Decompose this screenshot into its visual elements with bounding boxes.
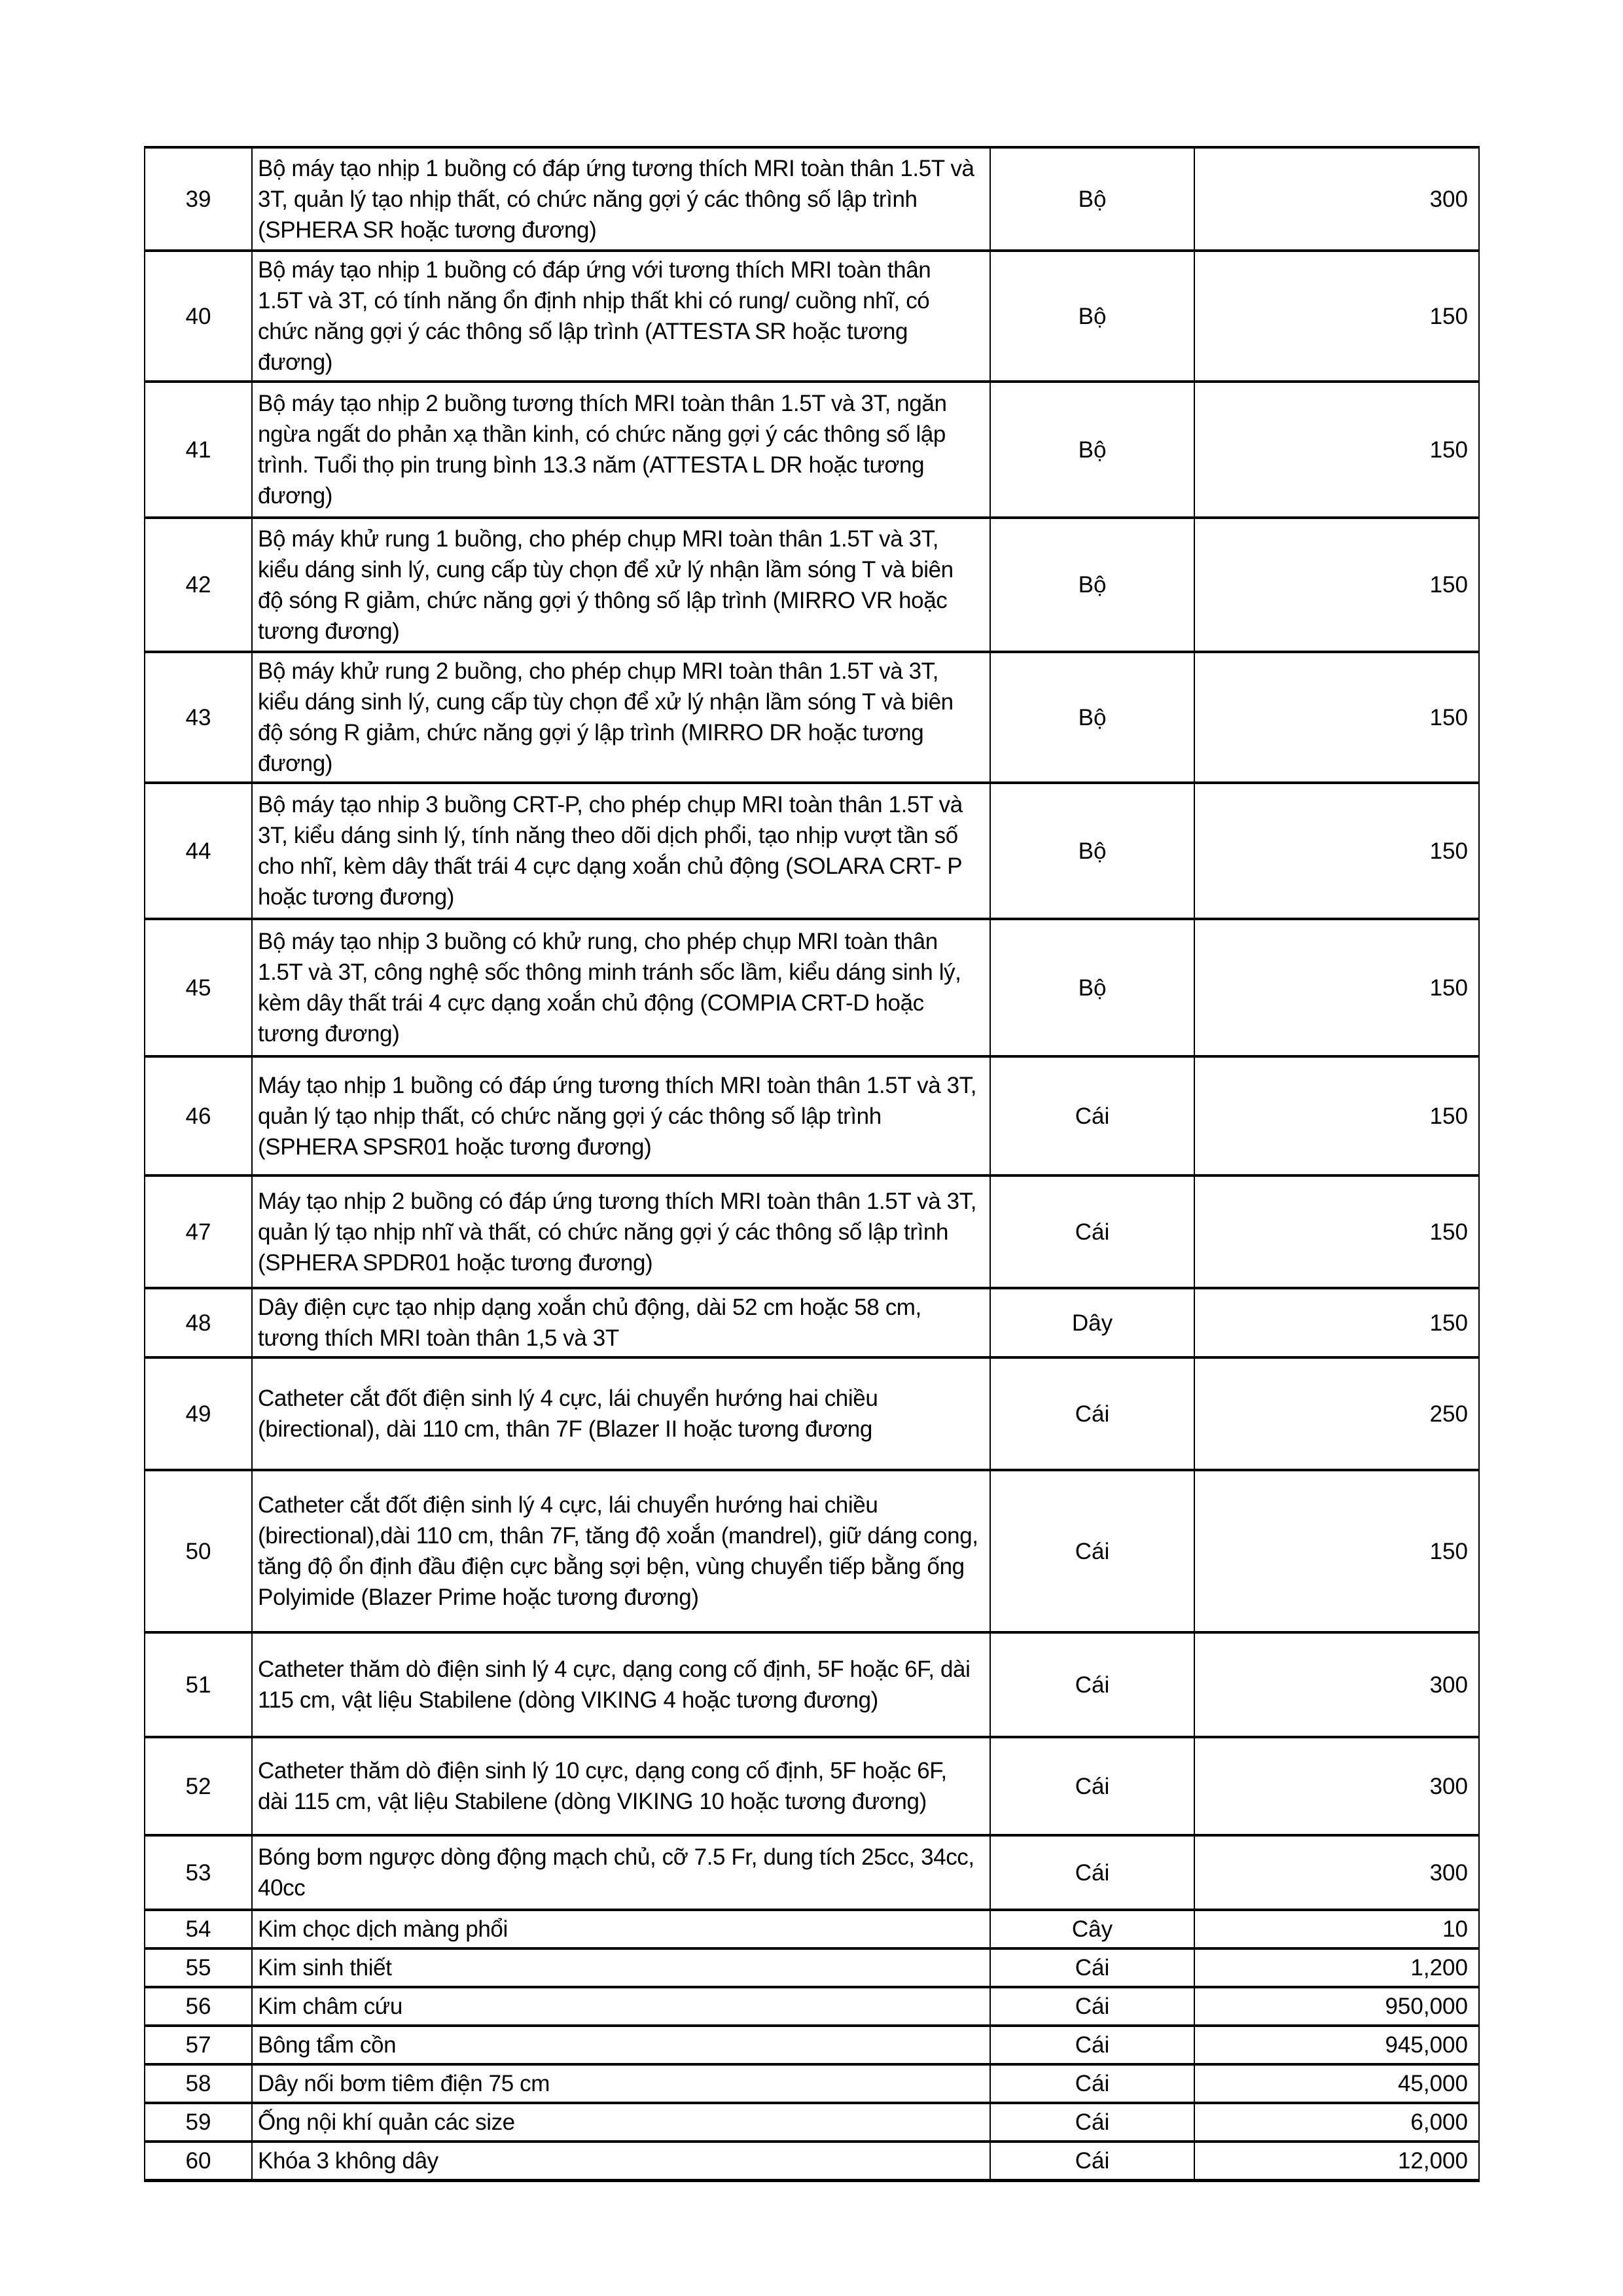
unit-cell: Bộ [990, 147, 1194, 251]
row-number: 53 [145, 1835, 252, 1910]
item-description: Máy tạo nhịp 2 buồng có đáp ứng tương thích MRI toàn thân 1.5T và 3T, quản lý tạo nhịp nhĩ và thất, có chức năng gợi ý các thông số lập trình (SPHERA SPDR01 hoặc tương đương) [252, 1175, 990, 1288]
table-row [145, 147, 1479, 251]
item-description: Bộ máy tạo nhịp 1 buồng có đáp ứng với tương thích MRI toàn thân 1.5T và 3T, có tính năng ổn định nhịp thất khi có rung/ cuồng nhĩ, có chức năng gợi ý các thông số lập trình (ATTESTA SR hoặc tương đương) [252, 251, 990, 382]
table-row [145, 2064, 1479, 2103]
quantity-cell: 300 [1194, 1632, 1479, 1737]
unit-cell: Bộ [990, 382, 1194, 518]
unit-cell: Bộ [990, 518, 1194, 652]
unit-cell: Cái [990, 2103, 1194, 2142]
item-description: Bộ máy khử rung 2 buồng, cho phép chụp MRI toàn thân 1.5T và 3T, kiểu dáng sinh lý, cung cấp tùy chọn để xử lý nhận lầm sóng T và biên độ sóng R giảm, chức năng gợi ý lập trình (MIRRO DR hoặc tương đương) [252, 652, 990, 783]
row-number: 52 [145, 1737, 252, 1835]
row-number: 40 [145, 251, 252, 382]
quantity-cell: 300 [1194, 1737, 1479, 1835]
table-row [145, 382, 1479, 518]
quantity-cell: 150 [1194, 783, 1479, 919]
row-number: 59 [145, 2103, 252, 2142]
table-row [145, 1175, 1479, 1288]
row-number: 58 [145, 2064, 252, 2103]
table-row [145, 2142, 1479, 2181]
quantity-cell: 950,000 [1194, 1987, 1479, 2026]
row-number: 45 [145, 919, 252, 1056]
unit-cell: Cái [990, 1948, 1194, 1987]
row-number: 55 [145, 1948, 252, 1987]
table-row [145, 1987, 1479, 2026]
item-description: Dây điện cực tạo nhịp dạng xoắn chủ động, dài 52 cm hoặc 58 cm, tương thích MRI toàn thân 1,5 và 3T [252, 1288, 990, 1357]
table-row [145, 251, 1479, 382]
row-number: 49 [145, 1357, 252, 1470]
table-row [145, 1910, 1479, 1948]
quantity-cell: 6,000 [1194, 2103, 1479, 2142]
table-row [145, 1835, 1479, 1910]
item-description: Kim chọc dịch màng phổi [252, 1910, 990, 1948]
quantity-cell: 150 [1194, 919, 1479, 1056]
unit-cell: Cái [990, 2026, 1194, 2064]
row-number: 44 [145, 783, 252, 919]
item-description: Bộ máy tạo nhịp 3 buồng có khử rung, cho phép chụp MRI toàn thân 1.5T và 3T, công nghệ sốc thông minh tránh sốc lầm, kiểu dáng sinh lý, kèm dây thất trái 4 cực dạng xoắn chủ động (COMPIA CRT-D hoặc tương đương) [252, 919, 990, 1056]
quantity-cell: 1,200 [1194, 1948, 1479, 1987]
unit-cell: Cái [990, 1737, 1194, 1835]
row-number: 57 [145, 2026, 252, 2064]
unit-cell: Bộ [990, 652, 1194, 783]
item-description: Dây nối bơm tiêm điện 75 cm [252, 2064, 990, 2103]
row-number: 43 [145, 652, 252, 783]
row-number: 39 [145, 147, 252, 251]
item-description: Bóng bơm ngược dòng động mạch chủ, cỡ 7.5 Fr, dung tích 25cc, 34cc, 40cc [252, 1835, 990, 1910]
row-number: 51 [145, 1632, 252, 1737]
quantity-cell: 300 [1194, 147, 1479, 251]
quantity-cell: 150 [1194, 652, 1479, 783]
unit-cell: Cái [990, 1632, 1194, 1737]
unit-cell: Bộ [990, 783, 1194, 919]
row-number: 50 [145, 1470, 252, 1632]
quantity-cell: 150 [1194, 1056, 1479, 1175]
table-row [145, 518, 1479, 652]
item-description: Catheter cắt đốt điện sinh lý 4 cực, lái chuyển hướng hai chiều (birectional),dài 110 cm, thân 7F, tăng độ xoắn (mandrel), giữ dáng cong, tăng độ ổn định đầu điện cực bằng sợi bện, vùng chuyển tiếp bằng ống Polyimide (Blazer Prime hoặc tương đương) [252, 1470, 990, 1632]
row-number: 56 [145, 1987, 252, 2026]
quantity-cell: 250 [1194, 1357, 1479, 1470]
unit-cell: Cây [990, 1910, 1194, 1948]
unit-cell: Cái [990, 1175, 1194, 1288]
item-description: Bông tẩm cồn [252, 2026, 990, 2064]
unit-cell: Cái [990, 2064, 1194, 2103]
item-description: Catheter cắt đốt điện sinh lý 4 cực, lái chuyển hướng hai chiều (birectional), dài 110 cm, thân 7F (Blazer II hoặc tương đương [252, 1357, 990, 1470]
table-row [145, 1632, 1479, 1737]
row-number: 46 [145, 1056, 252, 1175]
item-description: Máy tạo nhịp 1 buồng có đáp ứng tương thích MRI toàn thân 1.5T và 3T, quản lý tạo nhịp thất, có chức năng gợi ý các thông số lập trình (SPHERA SPSR01 hoặc tương đương) [252, 1056, 990, 1175]
table-row [145, 2026, 1479, 2064]
row-number: 48 [145, 1288, 252, 1357]
quantity-cell: 300 [1194, 1835, 1479, 1910]
item-description: Bộ máy khử rung 1 buồng, cho phép chụp MRI toàn thân 1.5T và 3T, kiểu dáng sinh lý, cung cấp tùy chọn để xử lý nhận lầm sóng T và biên độ sóng R giảm, chức năng gợi ý thông số lập trình (MIRRO VR hoặc tương đương) [252, 518, 990, 652]
quantity-cell: 150 [1194, 1470, 1479, 1632]
item-description: Bộ máy tạo nhip 3 buồng CRT-P, cho phép chụp MRI toàn thân 1.5T và 3T, kiểu dáng sinh lý, tính năng theo dõi dịch phổi, tạo nhịp vượt tần số cho nhĩ, kèm dây thất trái 4 cực dạng xoắn chủ động (SOLARA CRT- P hoặc tương đương) [252, 783, 990, 919]
item-description: Bộ máy tạo nhịp 2 buồng tương thích MRI toàn thân 1.5T và 3T, ngăn ngừa ngất do phản xạ thần kinh, có chức năng gợi ý các thông số lập trình. Tuổi thọ pin trung bình 13.3 năm (ATTESTA L DR hoặc tương đương) [252, 382, 990, 518]
items-table [144, 146, 1480, 2182]
table-row [145, 1357, 1479, 1470]
unit-cell: Cái [990, 2142, 1194, 2181]
table-row [145, 1056, 1479, 1175]
quantity-cell: 12,000 [1194, 2142, 1479, 2181]
unit-cell: Bộ [990, 919, 1194, 1056]
row-number: 42 [145, 518, 252, 652]
unit-cell: Cái [990, 1357, 1194, 1470]
quantity-cell: 150 [1194, 1175, 1479, 1288]
item-description: Catheter thăm dò điện sinh lý 10 cực, dạng cong cố định, 5F hoặc 6F, dài 115 cm, vật liệu Stabilene (dòng VIKING 10 hoặc tương đương) [252, 1737, 990, 1835]
row-number: 54 [145, 1910, 252, 1948]
quantity-cell: 150 [1194, 1288, 1479, 1357]
row-number: 60 [145, 2142, 252, 2181]
unit-cell: Cái [990, 1835, 1194, 1910]
item-description: Kim sinh thiết [252, 1948, 990, 1987]
item-description: Bộ máy tạo nhịp 1 buồng có đáp ứng tương thích MRI toàn thân 1.5T và 3T, quản lý tạo nhịp thất, có chức năng gợi ý các thông số lập trình (SPHERA SR hoặc tương đương) [252, 147, 990, 251]
unit-cell: Cái [990, 1987, 1194, 2026]
quantity-cell: 150 [1194, 518, 1479, 652]
quantity-cell: 45,000 [1194, 2064, 1479, 2103]
quantity-cell: 945,000 [1194, 2026, 1479, 2064]
table-row [145, 1737, 1479, 1835]
table-row [145, 1470, 1479, 1632]
unit-cell: Bộ [990, 251, 1194, 382]
table-row [145, 919, 1479, 1056]
row-number: 47 [145, 1175, 252, 1288]
table-row [145, 2103, 1479, 2142]
item-description: Khóa 3 không dây [252, 2142, 990, 2181]
unit-cell: Cái [990, 1056, 1194, 1175]
table-row [145, 783, 1479, 919]
quantity-cell: 150 [1194, 251, 1479, 382]
unit-cell: Cái [990, 1470, 1194, 1632]
row-number: 41 [145, 382, 252, 518]
item-description: Catheter thăm dò điện sinh lý 4 cực, dạng cong cố định, 5F hoặc 6F, dài 115 cm, vật liệu Stabilene (dòng VIKING 4 hoặc tương đương) [252, 1632, 990, 1737]
item-description: Ống nội khí quản các size [252, 2103, 990, 2142]
quantity-cell: 150 [1194, 382, 1479, 518]
item-description: Kim châm cứu [252, 1987, 990, 2026]
quantity-cell: 10 [1194, 1910, 1479, 1948]
table-row [145, 1288, 1479, 1357]
table-row [145, 1948, 1479, 1987]
table-row [145, 652, 1479, 783]
items-table-body [145, 147, 1479, 2181]
unit-cell: Dây [990, 1288, 1194, 1357]
